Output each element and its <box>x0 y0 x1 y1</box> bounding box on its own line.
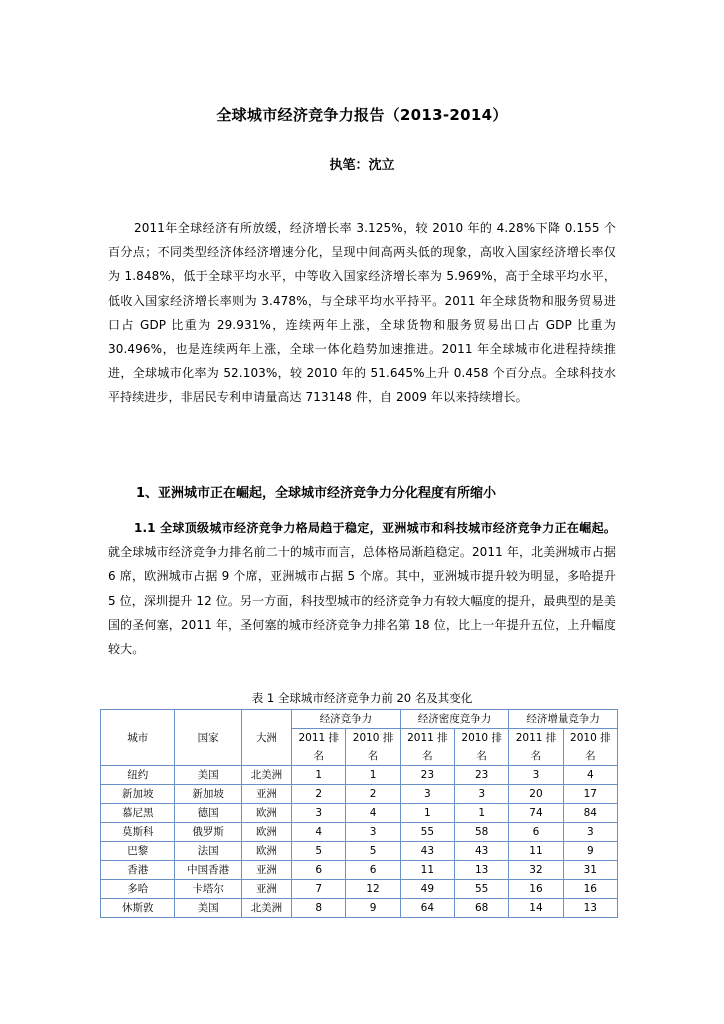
table-cell-country: 美国 <box>175 899 241 918</box>
table-cell-rank: 55 <box>400 823 454 842</box>
table-cell-rank: 84 <box>563 804 617 823</box>
table-row <box>101 842 618 861</box>
table-cell-rank: 14 <box>509 899 563 918</box>
table-cell-rank: 64 <box>400 899 454 918</box>
table-cell-rank: 9 <box>563 842 617 861</box>
table-cell-rank: 2 <box>292 785 346 804</box>
table-cell-rank: 1 <box>400 804 454 823</box>
table-cell-rank: 7 <box>292 880 346 899</box>
table-caption: 表 1 全球城市经济竞争力前 20 名及其变化 <box>251 691 473 705</box>
header-density-competitiveness: 经济密度竞争力 <box>400 710 509 729</box>
subsection-lead: 1.1 全球顶级城市经济竞争力格局趋于稳定，亚洲城市和科技城市经济竞争力正在崛起。 <box>134 521 616 535</box>
table-cell-country: 中国香港 <box>175 861 241 880</box>
table-cell-city: 休斯敦 <box>101 899 175 918</box>
table-cell-rank: 5 <box>292 842 346 861</box>
table-cell-rank: 3 <box>509 766 563 785</box>
table-row <box>101 766 618 785</box>
paragraph-subsection <box>108 516 616 661</box>
table-cell-country: 美国 <box>175 766 241 785</box>
table-cell-rank: 1 <box>292 766 346 785</box>
table-cell-continent: 欧洲 <box>241 804 291 823</box>
table-cell-rank: 43 <box>400 842 454 861</box>
table-cell-rank: 55 <box>455 880 509 899</box>
table-cell-rank: 31 <box>563 861 617 880</box>
header-rank-2011: 2011 排名 <box>292 729 346 766</box>
table-cell-continent: 亚洲 <box>241 880 291 899</box>
table-cell-rank: 74 <box>509 804 563 823</box>
author-line: 执笔：沈立 <box>329 158 395 173</box>
table-cell-rank: 3 <box>292 804 346 823</box>
table-cell-rank: 43 <box>455 842 509 861</box>
table-cell-rank: 1 <box>455 804 509 823</box>
table-cell-rank: 4 <box>292 823 346 842</box>
table-cell-rank: 49 <box>400 880 454 899</box>
table-row <box>101 785 618 804</box>
header-city: 城市 <box>101 710 175 766</box>
table-cell-rank: 6 <box>292 861 346 880</box>
table-cell-rank: 4 <box>563 766 617 785</box>
table-cell-rank: 32 <box>509 861 563 880</box>
table-cell-continent: 欧洲 <box>241 842 291 861</box>
table-cell-rank: 3 <box>346 823 400 842</box>
table-cell-continent: 亚洲 <box>241 785 291 804</box>
table-cell-rank: 23 <box>455 766 509 785</box>
paragraph-intro-text: 2011年全球经济有所放缓，经济增长率 3.125%，较 2010 年的 4.28%下降 0.155 个百分点；不同类型经济体经济增速分化，呈现中间高两头低的现象，高收入国家经济增长率仅为 1.848%，低于全球平均水平，中等收入国家经济增长率为 5.969%，高于全球平均水平，低收入国家经济增长率则为 3.478%，与全球平均水平持平。2011 年全球货物和服务贸易进口占 GDP 比重为 29.931%，连续两年上涨，全球货物和服务贸易出口占 GDP 比重为 30.496%，也是连续两年上涨，全球一体化趋势加速推进。2011 年全球城市化进程持续推进，全球城市化率为 52.103%，较 2010 年的 51.645%上升 0.458 个百分点。全球科技水平持续进步，非居民专利申请量高达 713148 件，自 2009 年以来持续增长。 <box>108 221 616 405</box>
table-cell-rank: 6 <box>509 823 563 842</box>
table-cell-country: 法国 <box>175 842 241 861</box>
table-cell-rank: 2 <box>346 785 400 804</box>
table-cell-city: 纽约 <box>101 766 175 785</box>
table-row <box>101 880 618 899</box>
section-heading: 1、亚洲城市正在崛起，全球城市经济竞争力分化程度有所缩小 <box>136 486 497 501</box>
table-cell-country: 德国 <box>175 804 241 823</box>
header-continent: 大洲 <box>241 710 291 766</box>
table-cell-rank: 8 <box>292 899 346 918</box>
table-cell-rank: 23 <box>400 766 454 785</box>
header-rank-2010: 2010 排名 <box>563 729 617 766</box>
table-cell-continent: 北美洲 <box>241 766 291 785</box>
table-cell-rank: 1 <box>346 766 400 785</box>
table-cell-continent: 北美洲 <box>241 899 291 918</box>
header-rank-2010: 2010 排名 <box>346 729 400 766</box>
table-cell-rank: 12 <box>346 880 400 899</box>
table-cell-city: 莫斯科 <box>101 823 175 842</box>
table-cell-continent: 亚洲 <box>241 861 291 880</box>
table-row <box>101 861 618 880</box>
table-cell-rank: 9 <box>346 899 400 918</box>
table-cell-country: 俄罗斯 <box>175 823 241 842</box>
header-country: 国家 <box>175 710 241 766</box>
header-rank-2011: 2011 排名 <box>400 729 454 766</box>
table-row <box>101 823 618 842</box>
table-cell-rank: 13 <box>455 861 509 880</box>
table-cell-rank: 6 <box>346 861 400 880</box>
paragraph-intro <box>108 216 616 410</box>
table-cell-rank: 3 <box>563 823 617 842</box>
table-cell-country: 新加坡 <box>175 785 241 804</box>
table-cell-rank: 20 <box>509 785 563 804</box>
table-cell-rank: 11 <box>400 861 454 880</box>
table-header-row <box>101 710 618 729</box>
document-title: 全球城市经济竞争力报告（2013-2014） <box>216 106 508 124</box>
table-cell-rank: 3 <box>455 785 509 804</box>
ranking-table <box>100 709 618 918</box>
table-row <box>101 804 618 823</box>
table-cell-rank: 3 <box>400 785 454 804</box>
table-cell-rank: 68 <box>455 899 509 918</box>
table-cell-rank: 58 <box>455 823 509 842</box>
table-cell-rank: 16 <box>563 880 617 899</box>
table-cell-city: 巴黎 <box>101 842 175 861</box>
table-cell-country: 卡塔尔 <box>175 880 241 899</box>
table-cell-city: 新加坡 <box>101 785 175 804</box>
table-cell-rank: 4 <box>346 804 400 823</box>
header-rank-2010: 2010 排名 <box>455 729 509 766</box>
table-row <box>101 899 618 918</box>
table-cell-rank: 11 <box>509 842 563 861</box>
header-economic-competitiveness: 经济竞争力 <box>292 710 401 729</box>
table-cell-rank: 17 <box>563 785 617 804</box>
table-cell-rank: 5 <box>346 842 400 861</box>
table-cell-rank: 16 <box>509 880 563 899</box>
subsection-body: 就全球城市经济竞争力排名前二十的城市而言，总体格局渐趋稳定。2011 年，北美洲城市占据 6 席，欧洲城市占据 9 个席，亚洲城市占据 5 个席。其中，亚洲城市提升较为明显，多哈提升 5 位，深圳提升 12 位。另一方面，科技型城市的经济竞争力有较大幅度的提升，最典型的是美国的圣何塞，2011 年，圣何塞的城市经济竞争力排名第 18 位，比上一年提升五位，上升幅度较大。 <box>108 545 616 657</box>
header-rank-2011: 2011 排名 <box>509 729 563 766</box>
table-cell-city: 慕尼黑 <box>101 804 175 823</box>
table-cell-city: 香港 <box>101 861 175 880</box>
table-cell-rank: 13 <box>563 899 617 918</box>
table-cell-city: 多哈 <box>101 880 175 899</box>
header-increment-competitiveness: 经济增量竞争力 <box>509 710 618 729</box>
table-cell-continent: 欧洲 <box>241 823 291 842</box>
